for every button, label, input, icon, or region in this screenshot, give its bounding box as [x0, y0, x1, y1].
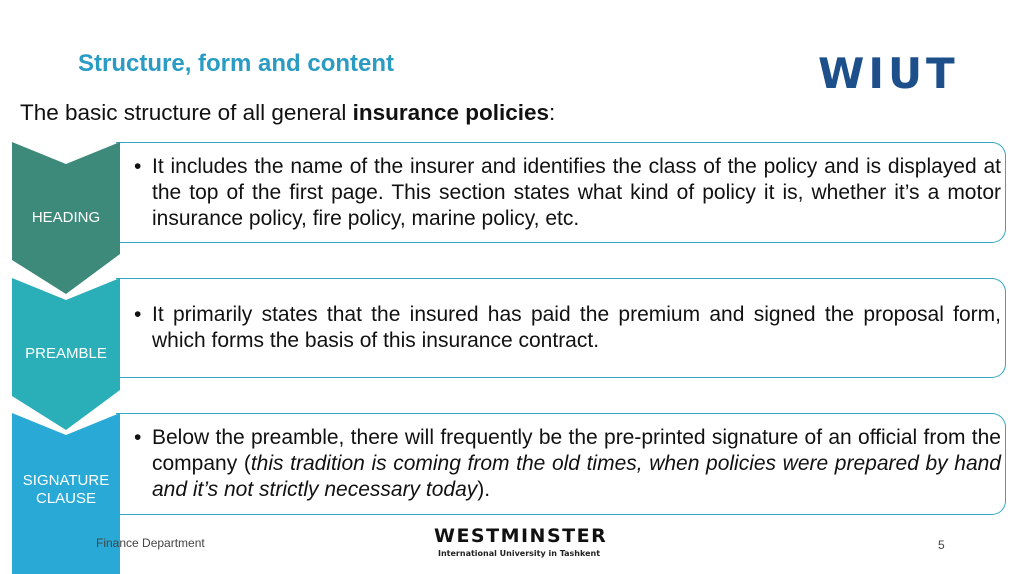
preamble-section-card — [116, 278, 1006, 378]
preamble-chevron — [12, 278, 120, 430]
signature-clause-bullet-row — [134, 425, 1001, 503]
heading-section-card — [116, 142, 1006, 243]
heading-description: It includes the name of the insurer and identifies the class of the policy and is displayed at the top of the first page. This section states what kind of policy it is, whether it’s a motor insurance policy, fire policy, marine policy, etc. — [152, 155, 1001, 230]
signature-clause-description — [152, 425, 1001, 503]
intro-trail: : — [549, 100, 556, 125]
bullet-icon: • — [134, 155, 142, 178]
preamble-bullet-row — [134, 302, 1001, 354]
intro-text — [20, 100, 555, 126]
preamble-label: PREAMBLE — [25, 345, 107, 362]
signature-clause-label — [12, 472, 120, 508]
page-number: 5 — [938, 538, 945, 552]
signature-clause-label-line1: SIGNATURE — [22, 472, 110, 489]
intro-emphasis: insurance policies — [352, 100, 549, 125]
bullet-icon: • — [134, 303, 142, 326]
footer-department: Finance Department — [96, 536, 205, 550]
bullet-icon: • — [134, 426, 142, 449]
signature-clause-text-start: Below the preamble, there will frequently be the pre-printed signature of an official from the company ( — [152, 426, 1001, 475]
signature-clause-label-line2: CLAUSE — [35, 490, 97, 507]
intro-lead: The basic structure of all general — [20, 100, 353, 125]
westminster-logo: WESTMINSTER — [434, 525, 608, 547]
westminster-logo-subtitle: International University in Tashkent — [438, 549, 601, 558]
heading-bullet-row — [134, 154, 1001, 232]
wiut-logo: WIUT — [818, 49, 959, 98]
preamble-description: It primarily states that the insured has paid the premium and signed the proposal form, which forms the basis of this insurance contract. — [152, 303, 1001, 352]
signature-clause-section-card — [116, 413, 1006, 515]
signature-clause-text-italic: this tradition is coming from the old times, when policies were prepared by hand and it’s not strictly necessary today — [152, 452, 1001, 501]
signature-clause-text-end: ). — [477, 478, 491, 501]
slide-title: Structure, form and content — [78, 50, 395, 77]
heading-chevron — [12, 142, 120, 294]
heading-label: HEADING — [31, 209, 101, 226]
